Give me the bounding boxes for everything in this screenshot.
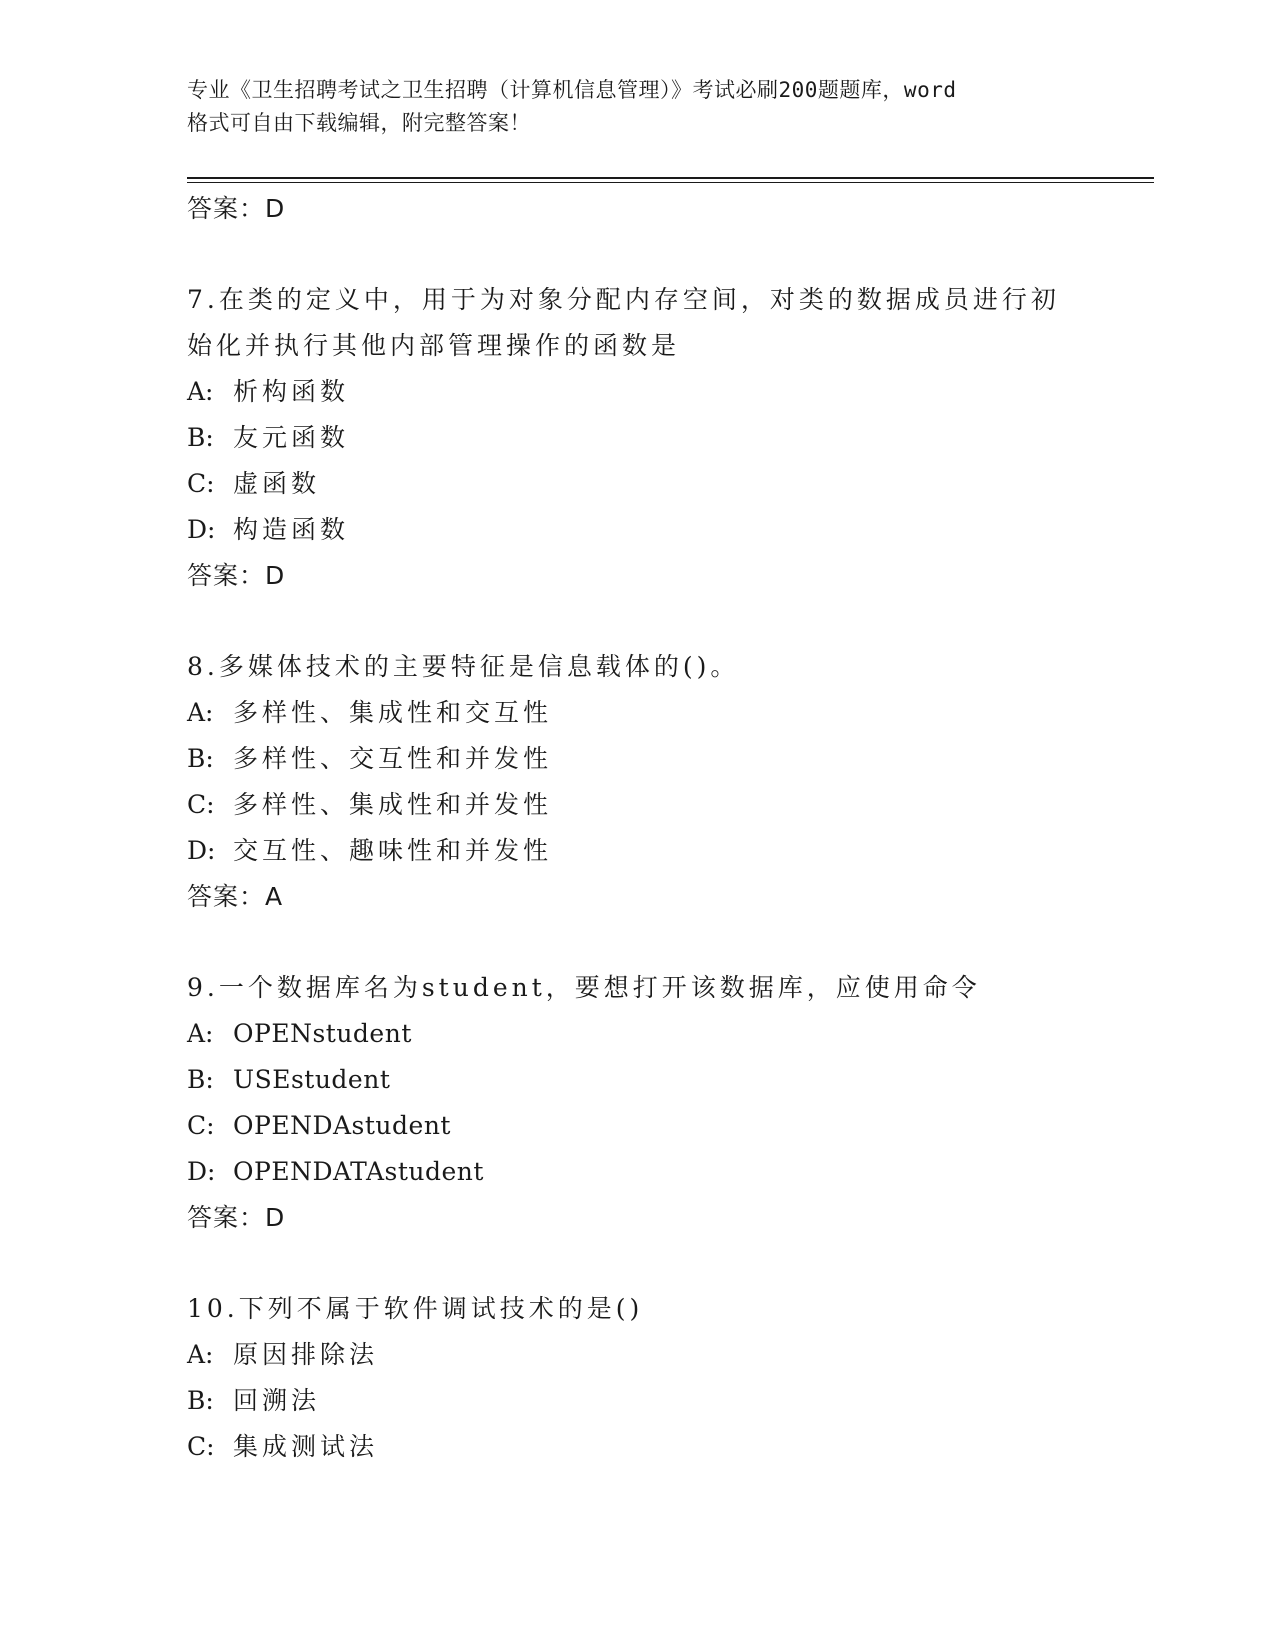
option-key: A: [187,377,214,406]
question-block-10 [187,1286,1087,1470]
option-text: 友元函数 [233,423,350,452]
question-text: 9.一个数据库名为student，要想打开该数据库，应使用命令 [187,973,981,1002]
answer-value: D [265,1203,286,1232]
option-a [187,690,1087,736]
option-key: B: [187,423,214,452]
option-text: 析构函数 [233,377,350,406]
answer-prefix: 答案： [187,882,266,911]
option-c [187,461,1087,507]
option-key: B: [187,1386,214,1415]
option-text: OPENDATAstudent [233,1157,484,1186]
question-block-7 [187,277,1087,599]
header-line-1: 专业《卫生招聘考试之卫生招聘（计算机信息管理）》考试必刷200题题库，word [187,78,957,102]
option-key: C: [187,1111,215,1140]
option-key: C: [187,1432,215,1461]
question-text: 10.下列不属于软件调试技术的是() [187,1294,644,1323]
option-b [187,1057,1087,1103]
page-header [187,74,1087,140]
option-text: 多样性、集成性和交互性 [233,698,553,727]
option-d [187,507,1087,553]
option-text: 交互性、趣味性和并发性 [233,836,553,865]
option-text: 虚函数 [233,469,321,498]
option-text: OPENDAstudent [233,1111,451,1140]
option-text: 多样性、交互性和并发性 [233,744,553,773]
option-key: B: [187,744,214,773]
answer-prefix: 答案： [187,1203,266,1232]
option-c [187,1103,1087,1149]
option-a [187,369,1087,415]
option-text: OPENstudent [233,1019,412,1048]
header-rule-thick [187,177,1154,179]
answer-line [187,1195,1087,1241]
option-key: A: [187,698,214,727]
option-b [187,415,1087,461]
header-rule-thin [187,182,1154,183]
option-key: D: [187,1157,216,1186]
answer-line-q6 [187,186,1087,232]
answer-value: A [265,882,284,911]
answer-value: D [265,194,286,223]
option-d [187,828,1087,874]
header-line-2: 格式可自由下载编辑，附完整答案！ [187,111,531,135]
answer-value: D [265,561,286,590]
option-text: 集成测试法 [233,1432,379,1461]
question-block-8 [187,644,1087,920]
option-c [187,782,1087,828]
answer-line [187,874,1087,920]
option-key: D: [187,836,216,865]
option-key: B: [187,1065,214,1094]
option-a [187,1011,1087,1057]
option-key: A: [187,1340,214,1369]
option-d [187,1149,1087,1195]
option-b [187,736,1087,782]
option-key: A: [187,1019,214,1048]
answer-line [187,553,1087,599]
option-text: 多样性、集成性和并发性 [233,790,553,819]
option-text: 构造函数 [233,515,350,544]
answer-prefix: 答案： [187,561,266,590]
option-text: 原因排除法 [233,1340,379,1369]
option-key: C: [187,469,215,498]
option-key: C: [187,790,215,819]
question-block-9 [187,965,1087,1241]
option-a [187,1332,1087,1378]
answer-prefix: 答案： [187,194,266,223]
question-text: 7.在类的定义中，用于为对象分配内存空间，对类的数据成员进行初 [187,285,1060,314]
option-text: USEstudent [233,1065,391,1094]
option-b [187,1378,1087,1424]
option-key: D: [187,515,216,544]
option-text: 回溯法 [233,1386,321,1415]
question-list [187,186,1087,1470]
question-text: 8.多媒体技术的主要特征是信息载体的()。 [187,652,740,681]
option-c [187,1424,1087,1470]
question-text-cont: 始化并执行其他内部管理操作的函数是 [187,331,681,360]
